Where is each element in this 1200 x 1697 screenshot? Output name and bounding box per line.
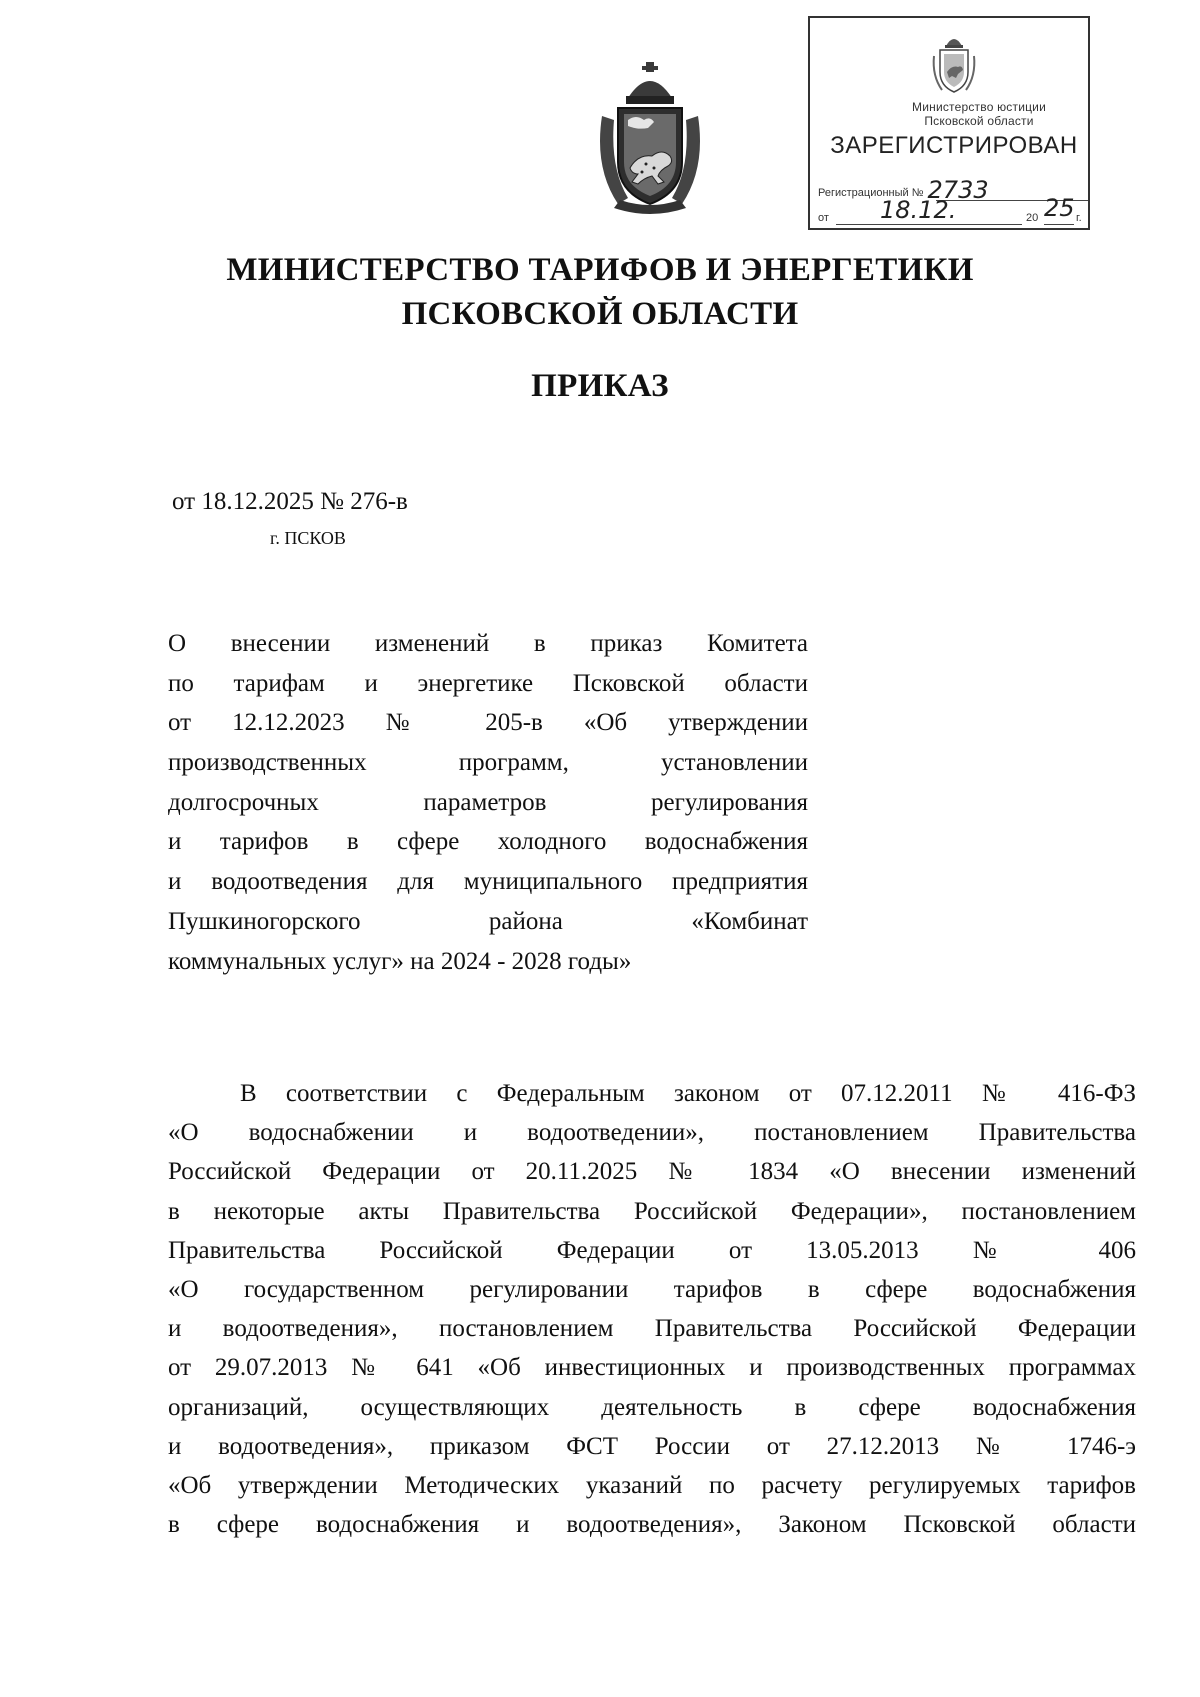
stamp-date-value: 18.12. [880, 196, 957, 224]
stamp-year-value: 25 [1044, 194, 1075, 222]
subject-line: долгосрочных параметров регулирования [168, 788, 808, 816]
ministry-title-line2: ПСКОВСКОЙ ОБЛАСТИ [401, 296, 799, 332]
stamp-date-underline [836, 224, 1022, 225]
stamp-emblem-icon [930, 32, 978, 94]
subject-line: коммунальных услуг» на 2024 - 2028 годы» [168, 947, 632, 975]
subject-line: по тарифам и энергетике Псковской области [168, 669, 808, 697]
stamp-registered-title: ЗАРЕГИСТРИРОВАН [830, 132, 1078, 159]
order-city: г. ПСКОВ [270, 528, 346, 548]
ministry-title-line1: МИНИСТЕРСТВО ТАРИФОВ И ЭНЕРГЕТИКИ [226, 252, 974, 288]
coat-of-arms-emblem [588, 58, 712, 214]
stamp-ministry-line: Министерство юстиции [912, 100, 1046, 114]
stamp-year-suffix: г. [1076, 212, 1082, 224]
body-line: и водоотведения», приказом ФСТ России от 27.12.2013 № 1746-э [168, 1432, 1136, 1460]
body-line: Российской Федерации от 20.11.2025 № 1834 «О внесении изменений [168, 1158, 1136, 1186]
body-line: Правительства Российской Федерации от 13.05.2013 № 406 [168, 1236, 1136, 1264]
subject-line: и тарифов в сфере холодного водоснабжения [168, 828, 808, 856]
stamp-reg-label: Регистрационный № [818, 187, 924, 199]
stamp-year-prefix: 20 [1026, 212, 1039, 224]
subject-line: Пушкиногорского района «Комбинат [168, 907, 808, 935]
stamp-year-underline [1044, 224, 1074, 225]
stamp-reg-number: 2733 [927, 176, 989, 204]
subject-line: производственных программ, установлении [168, 749, 808, 777]
body-line: и водоотведения», постановлением Правительства Российской Федерации [168, 1315, 1136, 1343]
stamp-region-line: Псковской области [924, 114, 1034, 128]
registration-stamp [808, 16, 1090, 230]
body-line: «О водоснабжении и водоотведении», постановлением Правительства [168, 1119, 1136, 1147]
stamp-date-label: от [818, 212, 829, 224]
subject-line: от 12.12.2023 № 205-в «Об утверждении [168, 709, 808, 737]
body-line: в сфере водоснабжения и водоотведения», Законом Псковской области [168, 1511, 1136, 1539]
body-line: в некоторые акты Правительства Российской Федерации», постановлением [168, 1197, 1136, 1225]
order-body-paragraph [168, 1074, 1136, 1544]
document-type-title: ПРИКАЗ [531, 368, 669, 404]
body-line: организаций, осуществляющих деятельность в сфере водоснабжения [168, 1393, 1136, 1421]
order-subject [168, 624, 808, 981]
subject-line: О внесении изменений в приказ Комитета [168, 630, 808, 657]
body-line: «О государственном регулировании тарифов в сфере водоснабжения [168, 1275, 1136, 1303]
body-line: В соответствии с Федеральным законом от 07.12.2011 № 416-ФЗ [240, 1080, 1136, 1107]
subject-line: и водоотведения для муниципального предприятия [168, 868, 808, 896]
body-line: от 29.07.2013 № 641 «Об инвестиционных и производственных программах [168, 1354, 1136, 1382]
body-line: «Об утверждении Методических указаний по расчету регулируемых тарифов [168, 1471, 1136, 1499]
order-date-number: от 18.12.2025 № 276-в [172, 488, 408, 515]
